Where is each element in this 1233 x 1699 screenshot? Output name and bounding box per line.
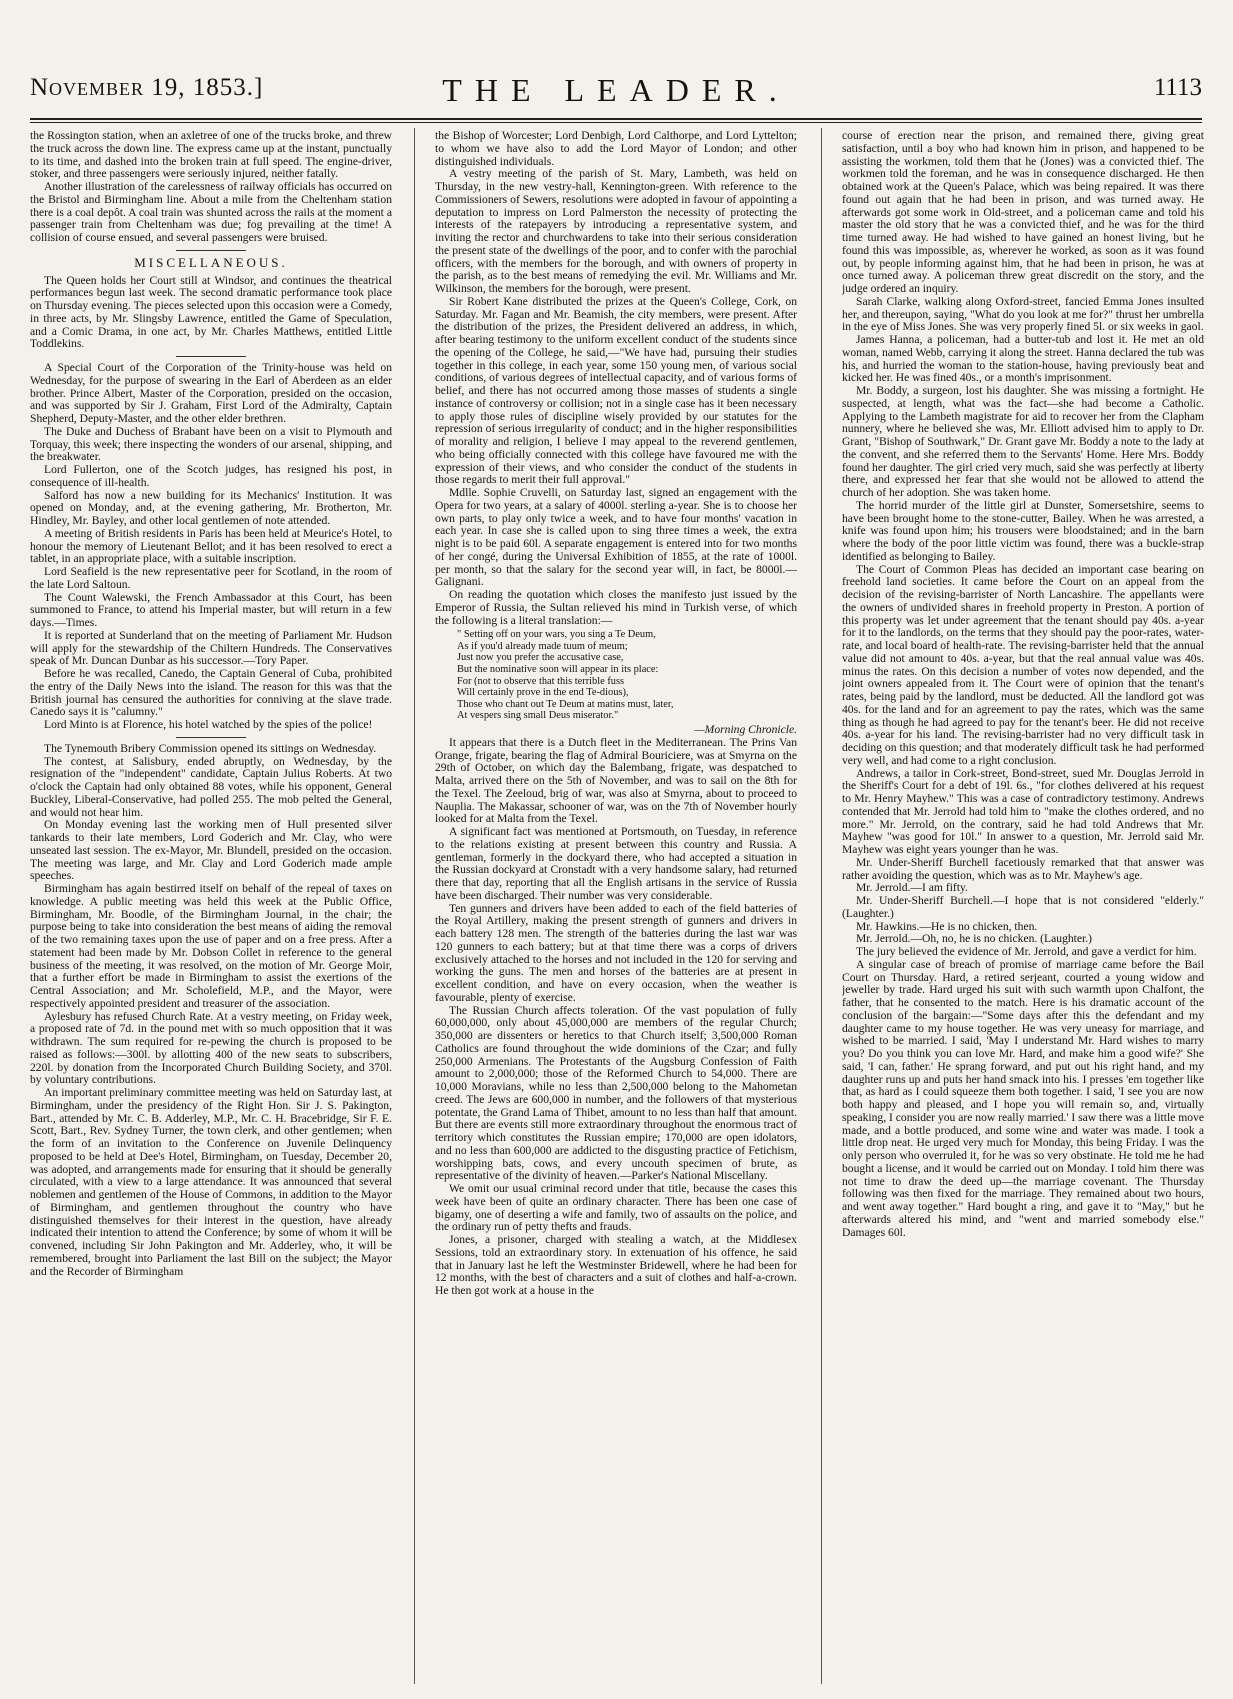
paragraph: On Monday evening last the working men of Hull presented silver tankards to their late members, Lord Goderich and Mr. Clay, who were unseated last session. The ex-Mayor, Mr. Blundell, presided on the occasion. The meeting was large, and Mr. Clay and Lord Goderich made ample speeches. [30,818,392,883]
verse-line: Those who chant out Te Deum at matins must, later, [457,698,674,710]
paragraph: Mr. Under-Sheriff Burchell.—I hope that is not considered "elderly." (Laughter.) [842,894,1204,920]
paragraph: Jones, a prisoner, charged with stealing a watch, at the Middlesex Sessions, told an extraordinary story. In extenuation of his offence, he said that in January last he left the Westminster Bridewell, where he had been for 12 months, with the best of characters and a suit of clothes and half-a-crown. He then got work at a house in the [435,1233,797,1297]
verse-line: For (not to observe that this terrible fuss [457,675,625,687]
page-header [30,74,1202,116]
verse-line: But the nominative soon will appear in its place: [457,664,659,676]
paragraph: Sarah Clarke, walking along Oxford-street, fancied Emma Jones insulted her, and thereupon, saying, "What do you look at me for?" thrust her umbrella in the eye of Miss Jones. She was very properly fined 5l. or six weeks in gaol. [842,294,1204,334]
paragraph: Sir Robert Kane distributed the prizes at the Queen's College, Cork, on Saturday. Mr. Fagan and Mr. Beamish, the city members, were present. After the distribution of the prizes, the President delivered an address, in which, after bearing testimony to the uniform excellent conduct of the students since the opening of the College, he said,—"We have had, pursuing their studies together in this college, in each year, some 150 young men, of various social conditions, of various degrees of intellectual capacity, and of various forms of belief, and there has not occurred among those masses of students a single instance of controversy or collision; not in a single case has it been necessary to apply those rules of discipline wisely provided by our statutes for the repression of serious irregularity of conduct; and in the higher responsibilities of morality and religion, I believe I may appeal to the reverend gentlemen, who being officially connected with this college have favoured me with the expression of their views, and who consider the conduct of the students in those regards to merit their full approval." [435,294,797,487]
paragraph: We omit our usual criminal record under that title, because the cases this week have been of quite an ordinary character. There has been one case of bigamy, one of deserting a wife and family, two of assaults on the police, and the ordinary run of petty thefts and frauds. [435,1182,797,1234]
paragraph: The horrid murder of the little girl at Dunster, Somersetshire, seems to have been brought home to the stone-cutter, Bailey. When he was arrested, a knife was found upon him; his trousers were bloodstained; and in the barn where the body of the poor little victim was found, there was a buckle-strap identified as belonging to Bailey. [842,498,1204,563]
paragraph: The Tynemouth Bribery Commission opened its sittings on Wednesday. [44,741,377,755]
paragraph: The Court of Common Pleas has decided an important case bearing on freehold land societies. It came before the Court on an appeal from the decision of the revising-barrister of North Lancashire. The appellants were the owners of undivided shares in freehold property in Preston. A portion of this property was let under agreement that the tenant should pay 40s. a-year for it to the landlords, on the terms that they should pay the poor-rates, water-rate, and local board of health-rate. The revising-barrister held that the annual value did not amount to 40s. a-year, but that the real annual value was 40s. minus the rates. On this decision a number of votes now depended, and the joint owners appealed from it. The Court were of opinion that the tenant's rates, being paid by the landlord, must be deducted. All the landlord got was 40s. for the land and for an agreement to pay the rates, which was the same thing as though he had agreed to pay for the tenant's beer. He did not receive 40s. a-year for his land. The revising-barrister had no very difficult task in deciding on this question; and that moderately difficult task he had performed very well, and had come to a right conclusion. [842,562,1204,767]
paragraph: Mr. Boddy, a surgeon, lost his daughter. She was missing a fortnight. He suspected, at length, what was the fact—she had become a Catholic. Applying to the Lambeth magistrate for aid to recover her from the Clapham nunnery, where he believed she was, Mr. Elliott advised him to apply to Dr. Grant, "Bishop of Southwark," Dr. Grant gave Mr. Boddy a note to the lady at the convent, and she referred them to the Servants' Home. Here Mrs. Boddy found her daughter. The girl cried very much, said she was perfectly at liberty there, and expressed her fear that she would not be allowed to attend the church of her adoption. She was taken home. [842,384,1204,499]
column-divider [414,128,415,1684]
paragraph: It appears that there is a Dutch fleet in the Mediterranean. The Prins Van Orange, frigate, bearing the flag of Admiral Bouriciere, was at Smyrna on the 29th of October, on which day the Balembang, frigate, was despatched to Malta, arrived there on the 5th of November, and was to sail on the 8th for the Texel. The Zeeloud, brig of war, was also at Smyrna, about to proceed to Nauplia. The Makassar, schooner of war, was on the 7th of November hourly looked for at Malta from the Texel. [435,735,797,826]
paragraph: course of erection near the prison, and remained there, giving great satisfaction, until a boy who had known him in prison, and happened to be assisting the workmen, told them that he (Jones) was a convicted thief. The workmen told the foreman, and he was in consequence discharged. He then obtained work at the Queen's Palace, which was being repaired. It was there found out again that he had been in prison, and was turned away. He afterwards got some work in Old-street, and a policeman came and told his master the old story that he was a convicted thief, and he was for the third time turned away. He had wished to have gained an honest living, but he found this was impossible, as, wherever he worked, as soon as it was found out, by people informing against him, that he had been in prison, he was at once turned away. A policeman threw great discredit on the story, and the judge ordered an inquiry. [842,130,1204,295]
paragraph: The Queen holds her Court still at Windsor, and continues the theatrical performances begun last week. The second dramatic performance took place on Thursday evening. The pieces selected upon this occasion were a Comedy, in three acts, by Mr. Slingsby Lawrence, entitled the Game of Speculation, and a Comic Drama, in one act, by Mr. Charles Matthews, entitled Little Toddlekins. [30,273,392,351]
column-1 [30,130,392,1682]
paragraph: Salford has now a new building for its Mechanics' Institution. It was opened on Monday, and, at the evening gathering, Mr. Brotherton, Mr. Hindley, Mr. Bayley, and other local gentlemen of note attended. [30,488,392,527]
verse-line: As if you'd already made tuum of meum; [457,640,628,652]
paragraph: Aylesbury has refused Church Rate. At a vestry meeting, on Friday week, a proposed rate of 7d. in the pound met with so much opposition that it was withdrawn. The sum required for re-pewing the church is proposed to be raised as follows:—300l. by allotting 400 of the new seats to subscribers, 220l. by donation from the Incorporated Church Building Society, and 370l. by voluntary contributions. [30,1009,392,1087]
page-number: 1113 [1153,74,1202,101]
paragraph: The Russian Church affects toleration. Of the vast population of fully 60,000,000, only about 45,000,000 are members of the regular Church; 350,000 are dissenters or heretics to that Church itself; 3,500,000 Roman Catholics are found throughout the wide dominions of the Czar; and fully 250,000 Armenians. The Protestants of the Augsburg Confession of Faith amount to 2,000,000; those of the Reformed Church to 54,000. There are 10,000 Moravians, while no less than 2,500,000 belong to the Mahometan creed. The Jews are 600,000 in number, and the followers of that mysterious potentate, the Grand Lama of Thibet, amount to no less than half that amount. But there are events still more extraordinary throughout the enormous tract of territory which constitutes the Russian empire; 170,000 are open idolators, and no less than 600,000 are addicted to the disgusting practice of Fetichism, worshipping bats, cows, and every uncouth specimen of brute, as representative of the divinity of heaven.—Parker's National Miscellany. [435,1003,797,1183]
paragraph: Mdlle. Sophie Cruvelli, on Saturday last, signed an engagement with the Opera for two years, at a salary of 4000l. sterling a-year. She is to choose her own parts, to play only twice a week, and to have four months' vacation in each year. In case she is called upon to sing three times a week, the extra night is to be paid 60l. A separate engagement is entered into for two months of her congé, during the Universal Exhibition of 1855, at the rate of 1000l. per month, so that the salary for the second year will, in fact, be 8000l.—Galignani. [435,486,797,589]
paragraph: Another illustration of the carelessness of railway officials has occurred on the Bristol and Birmingham line. About a mile from the Cheltenham station there is a coal depôt. A coal train was shunted across the rails at the moment a passenger train from Cheltenham was due; fog prevailing at the time! A collision of course ensued, and several passengers were bruised. [30,180,392,244]
paragraph: A significant fact was mentioned at Portsmouth, on Tuesday, in reference to the relations existing at present between this country and Russia. A gentleman, formerly in the dockyard there, who had accepted a situation in the Russian dockyard at Cronstadt with a very handsome salary, had returned there that day, reporting that all the English artisans in the service of Russia have been discharged. Their number was very considerable. [435,825,797,902]
column-2 [435,130,797,1682]
paragraph: the Bishop of Worcester; Lord Denbigh, Lord Calthorpe, and Lord Lyttelton; to whom we have also to add the Lord Mayor of London; and other distinguished individuals. [435,130,797,168]
paragraph: A singular case of breach of promise of marriage came before the Bail Court on Thursday. Hard, a retired serjeant, courted a young widow and jeweller by trade. Hard urged his suit with such warmth upon Chalfont, the father, that he consented to the match. Here is his dramatic account of the conclusion of the bargain:—"Some days after this the defendant and my daughter came to my house together. He was very uneasy for marriage, and wished to be married. I said, 'May I understand Mr. Hard wishes to marry you? Do you think you can love Mr. Hard, and make him a good wife?' She said, 'I can, father.' He sprang forward, and put out his right hand, and my daughter runs up and puts her hand smack into his. I presses 'em together like that, as hard as I could squeeze them both together. I said, 'I see you are now both happy and pleased, and I hope you will remain so, and, virtually speaking, I consider you are now really married.' I saw there was a little move made, and a bottle produced, and some wine and water was made. I took a little drop neat. He urged very much for Monday, this being Friday. I was the only person who overruled it, for he was so very obstinate. He told me he had bought a license, and it would be carried out on Monday. I told him there was not time to draw the deed up—the marriage covenant. The Thursday following was then fixed for the marriage. They remained about two hours, and went away together." Hard bought a ring, and gave it to "May," but he afterwards altered his mind, and "went and married somebody else." Damages 60l. [842,957,1204,1239]
quotation-source: —Morning Chronicle. [694,723,797,736]
paragraph: It is reported at Sunderland that on the meeting of Parliament Mr. Hudson will apply for the stewardship of the Chiltern Hundreds. The Conservatives speak of Mr. Duncan Dunbar as his successor.—Tory Paper. [30,628,392,668]
paragraph: The jury believed the evidence of Mr. Jerrold, and gave a verdict for him. [856,945,1197,958]
paragraph: Lord Minto is at Florence, his hotel watched by the spies of the police! [44,718,373,731]
paragraph: Lord Fullerton, one of the Scotch judges, has resigned his post, in consequence of ill-health. [30,463,392,489]
paragraph: An important preliminary committee meeting was held on Saturday last, at Birmingham, under the presidency of the Right Hon. Sir J. S. Pakington, Bart., attended by Mr. C. B. Adderley, M.P., Mr. C. H. Bracebridge, Sir F. E. Scott, Bart., Rev. Sydney Turner, the town clerk, and other gentlemen; when the form of an invitation to the Conference on Juvenile Delinquency proposed to be held at Dee's Hotel, Birmingham, on Tuesday, December 20, was adopted, and arrangements made for ensuring that it should be generally circulated, with a view to a large attendance. It was announced that several noblemen and gentlemen of the House of Commons, in addition to the Mayor of Birmingham, and gentlemen throughout the country who have distinguished themselves for their interest in the question, have already indicated their intention to attend the Conference; by some of whom it will be convened, including Sir John Pakington and Mr. Adderley, who, it will be remembered, brought into Parliament the last Bill on the subject; the Mayor and the Recorder of Birmingham [30,1086,392,1278]
verse-line: " Setting off on your wars, you sing a Te Deum, [457,629,656,641]
paragraph: Mr. Jerrold.—Oh, no, he is no chicken. (Laughter.) [856,932,1093,946]
paragraph: James Hanna, a policeman, had a butter-tub and lost it. He met an old woman, named Webb, carrying it along the street. Hanna declared the tub was his, and hurried the woman to the station-house, having previously beat and kicked her. He was fined 40s., or a month's imprisonment. [842,333,1204,385]
separator [176,737,246,738]
paragraph: The contest, at Salisbury, ended abruptly, on Wednesday, by the resignation of the "independent" candidate, Captain Julius Roberts. At two o'clock the Captain had only obtained 88 votes, while his opponent, General Buckley, Liberal-Conservative, had polled 255. The mob pelted the General, and would not hear him. [30,754,392,819]
header-rule [30,118,1202,120]
verse-quotation [457,629,797,722]
paragraph: The Duke and Duchess of Brabant have been on a visit to Plymouth and Torquay, this week; there inspecting the wonders of our arsenal, shipping, and the breakwater. [30,424,392,464]
verse-line: Will certainly prove in the end Te-dious), [457,687,629,699]
paragraph: A meeting of British residents in Paris has been held at Meurice's Hotel, to honour the memory of Lieutenant Bellot; and it has been resolved to erect a tablet, in an appropriate place, with a suitable inscription. [30,526,392,566]
header-rule-thin [30,122,1202,123]
paragraph: Before he was recalled, Canedo, the Captain General of Cuba, prohibited the entry of the Daily News into the island. The reason for this was that the British journal has censured the authorities for conniving at the slave trade. Canedo says it is "calumny." [30,667,392,719]
issue-date: November 19, 1853.] [30,74,264,101]
verse-line: Just now you prefer the accusative case, [457,652,624,664]
paragraph: Mr. Jerrold.—I am fifty. [856,881,968,895]
paragraph: A Special Court of the Corporation of the Trinity-house was held on Wednesday, for the purpose of swearing in the Earl of Aberdeen as an elder brother. Prince Albert, Master of the Corporation, presided on the occasion, and was supported by Sir J. Graham, First Lord of the Admiralty, Captain Shepherd, Deputy-Master, and the other elder brethren. [30,361,392,425]
paragraph: Lord Seafield is the new representative peer for Scotland, in the room of the late Lord Saltoun. [30,565,392,591]
verse-line: At vespers sing small Deus miserator." [457,710,619,722]
section-heading: MISCELLANEOUS. [134,254,288,270]
separator [176,356,246,357]
paragraph: A vestry meeting of the parish of St. Mary, Lambeth, was held on Thursday, in the new vestry-hall, Kennington-green. With reference to the Commissioners of Sewers, resolutions were adopted in favour of appointing a deputation to impress on Lord Palmerston the necessity of protecting the interests of the ratepayers by introducing a representative system, and inviting the rector and churchwardens to take into their serious consideration the present state of the dwellings of the poor, and to confer with the parochial officers, with the members for the borough, and with owners of property in the parish, as to the best means of remedying the evil. Mr. Williams and Mr. Wilkinson, the members for the borough, were present. [435,167,797,295]
column-divider [821,128,822,1684]
paragraph: On reading the quotation which closes the manifesto just issued by the Emperor of Russia, the Sultan relieved his mind in Turkish verse, of which the following is a literal translation:— [435,588,797,627]
paragraph: Ten gunners and drivers have been added to each of the field batteries of the Royal Artillery, making the present strength of gunners and drivers in each battery 128 men. The strength of the batteries during the last war was 120 gunners to each battery; but at that time there was a corps of drivers exclusively attached to the horses and not included in the 120 for serving and working the guns. The men and horses of the batteries are at present in excellent condition, and have on every occasion, when the weather is favourable, plenty of exercise. [435,901,797,1004]
paragraph: Andrews, a tailor in Cork-street, Bond-street, sued Mr. Douglas Jerrold in the Sheriff's Court for a debt of 19l. 6s., "for clothes delivered at his request to Mr. Henry Mayhew." This was a case of contradictory testimony. Andrews contended that Mr. Jerrold had told him to "make the clothes ordered, and no more." Mr. Jerrold, on the contrary, said he had told Andrews that Mr. Mayhew "was good for 10l." In answer to a question, Mr. Jerrold said Mr. Mayhew was eight years younger than he was. [842,766,1204,856]
paragraph: Mr. Hawkins.—He is no chicken, then. [856,919,1038,933]
paragraph: The Count Walewski, the French Ambassador at this Court, has been summoned to France, to attend his Imperial master, but will return in a few days.—Times. [30,590,392,629]
column-3 [842,130,1204,1682]
section-rule [176,250,246,251]
paragraph: Birmingham has again bestirred itself on behalf of the repeal of taxes on knowledge. A public meeting was held this week at the Public Office, Birmingham, Mr. Boodle, of the Birmingham Journal, in the chair; the purpose being to take into consideration the best means of aiding the removal of the two remaining taxes upon the use of paper and on a free press. After a statement had been made by Mr. Dobson Collet in reference to the general business of the meeting, it was resolved, on the motion of Mr. George Moir, that a further effort be made in Birmingham to assist the exertions of the Central Association; and Mr. Scholefield, M.P., and the Mayor, were respectively appointed president and treasurer of the association. [30,882,392,1010]
paragraph: Mr. Under-Sheriff Burchell facetiously remarked that that answer was rather avoiding the question, which was as to Mr. Mayhew's age. [842,855,1204,882]
masthead-title: THE LEADER. [442,72,790,108]
paragraph: the Rossington station, when an axletree of one of the trucks broke, and threw the truck across the down line. The express came up at the instant, punctually to its time, and dashed into the broken train at full speed. The engine-driver, stoker, and three passengers were seriously injured, neither fatally. [30,130,392,181]
